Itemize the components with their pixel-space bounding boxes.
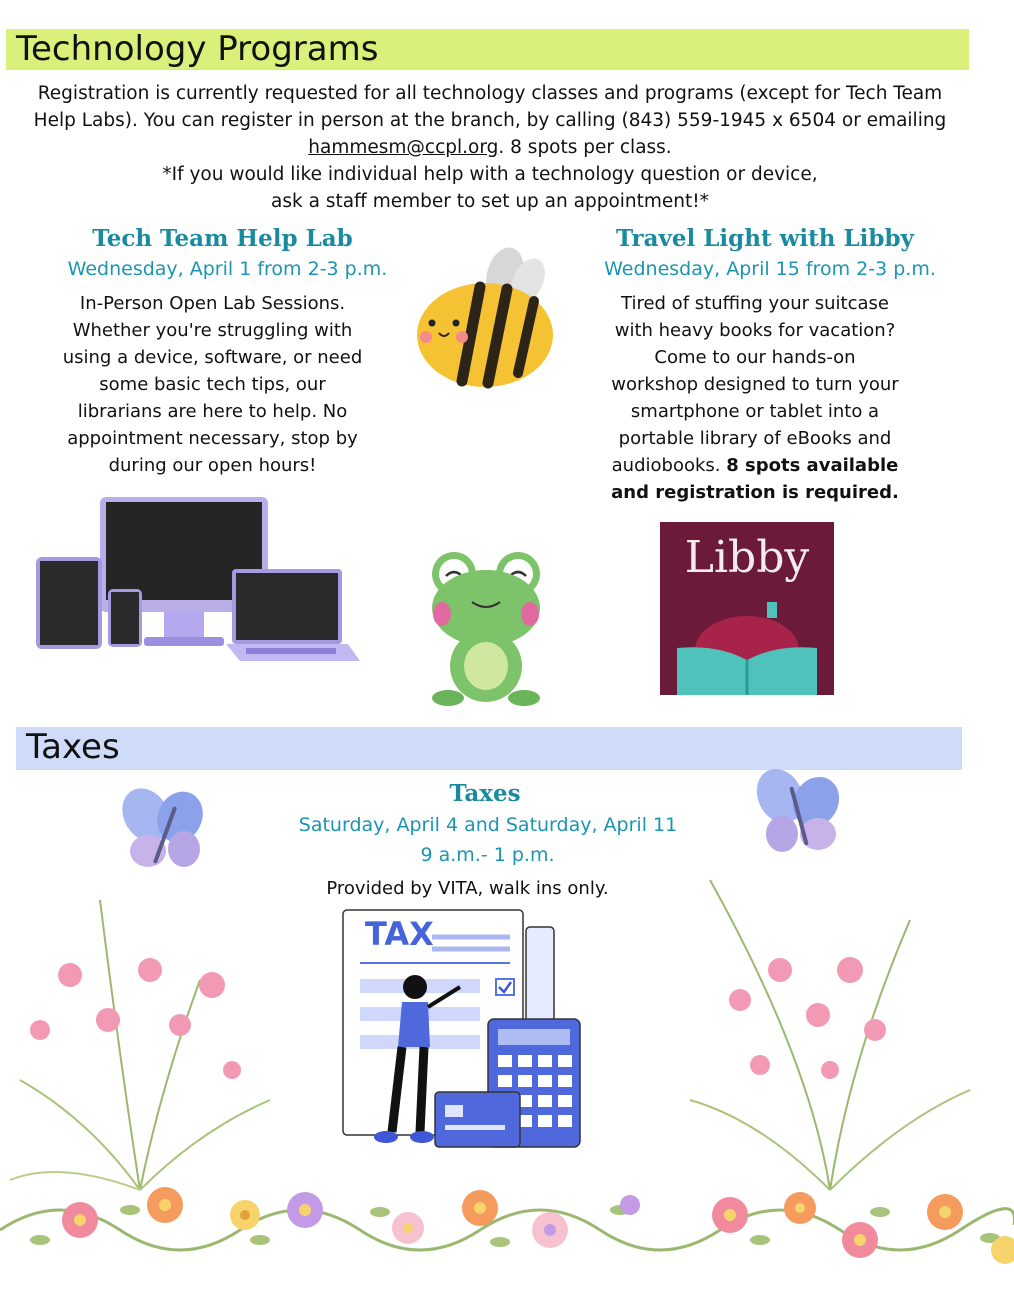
flowers-right-illustration bbox=[680, 860, 980, 1200]
libby-line: workshop designed to turn your bbox=[611, 374, 899, 395]
libby-line-8 bbox=[585, 479, 925, 506]
taxes-banner bbox=[16, 727, 962, 770]
libby-date: Wednesday, April 15 from 2-3 p.m. bbox=[604, 258, 936, 280]
help-lab-line: some basic tech tips, our bbox=[99, 374, 326, 395]
intro-line-5: ask a staff member to set up an appointment!* bbox=[271, 191, 709, 212]
taxes-dates: Saturday, April 4 and Saturday, April 11 bbox=[298, 814, 678, 836]
intro-line-2: Help Labs). You can register in person at the branch, by calling (843) 559-1945 x 6504 or emailing bbox=[33, 110, 947, 131]
flower-vine-border bbox=[0, 1170, 1014, 1294]
taxes-note: Provided by VITA, walk ins only. bbox=[326, 878, 609, 899]
technology-banner bbox=[6, 29, 969, 70]
intro-line-3 bbox=[0, 134, 980, 161]
taxes-time: 9 a.m.- 1 p.m. bbox=[420, 844, 555, 866]
help-lab-line: using a device, software, or need bbox=[62, 347, 363, 368]
libby-line-7-normal: audiobooks. bbox=[611, 455, 727, 476]
libby-line-7 bbox=[585, 452, 925, 479]
taxes-title: Taxes bbox=[449, 780, 521, 807]
help-lab-line: Whether you're struggling with bbox=[72, 320, 353, 341]
help-lab-title: Tech Team Help Lab bbox=[92, 225, 353, 252]
libby-title: Travel Light with Libby bbox=[616, 225, 914, 252]
open-book-icon bbox=[677, 602, 817, 695]
libby-line: Come to our hands-on bbox=[654, 347, 856, 368]
libby-registration-required: and registration is required. bbox=[611, 482, 899, 503]
help-lab-line: appointment necessary, stop by bbox=[67, 428, 358, 449]
email-link[interactable]: hammesm@ccpl.org bbox=[308, 137, 499, 158]
libby-spots-available: 8 spots available bbox=[726, 455, 899, 476]
tax-illustration bbox=[340, 907, 585, 1152]
intro-line-3-rest: . 8 spots per class. bbox=[498, 137, 672, 158]
frog-illustration bbox=[430, 548, 545, 710]
technology-banner-title: Technology Programs bbox=[16, 29, 379, 69]
intro-paragraph bbox=[0, 80, 980, 215]
libby-line: portable library of eBooks and bbox=[618, 428, 892, 449]
intro-line-1: Registration is currently requested for all technology classes and programs (except for Tech Team bbox=[37, 83, 943, 104]
tax-label: TAX bbox=[365, 915, 434, 953]
bee-illustration bbox=[410, 245, 560, 395]
libby-line: Tired of stuffing your suitcase bbox=[621, 293, 889, 314]
libby-logo-text: Libby bbox=[684, 532, 810, 583]
taxes-banner-title: Taxes bbox=[26, 727, 120, 767]
help-lab-line: during our open hours! bbox=[108, 455, 317, 476]
help-lab-line: librarians are here to help. No bbox=[77, 401, 348, 422]
help-lab-date: Wednesday, April 1 from 2-3 p.m. bbox=[67, 258, 388, 280]
butterfly-right-illustration bbox=[752, 768, 847, 863]
flowers-left-illustration bbox=[0, 860, 290, 1200]
libby-description bbox=[585, 290, 925, 506]
devices-illustration bbox=[36, 497, 364, 667]
help-lab-description bbox=[30, 290, 395, 479]
intro-line-4: *If you would like individual help with a technology question or device, bbox=[162, 164, 818, 185]
libby-logo bbox=[660, 522, 834, 695]
libby-line: with heavy books for vacation? bbox=[614, 320, 896, 341]
libby-line: smartphone or tablet into a bbox=[630, 401, 880, 422]
help-lab-line: In-Person Open Lab Sessions. bbox=[79, 293, 346, 314]
